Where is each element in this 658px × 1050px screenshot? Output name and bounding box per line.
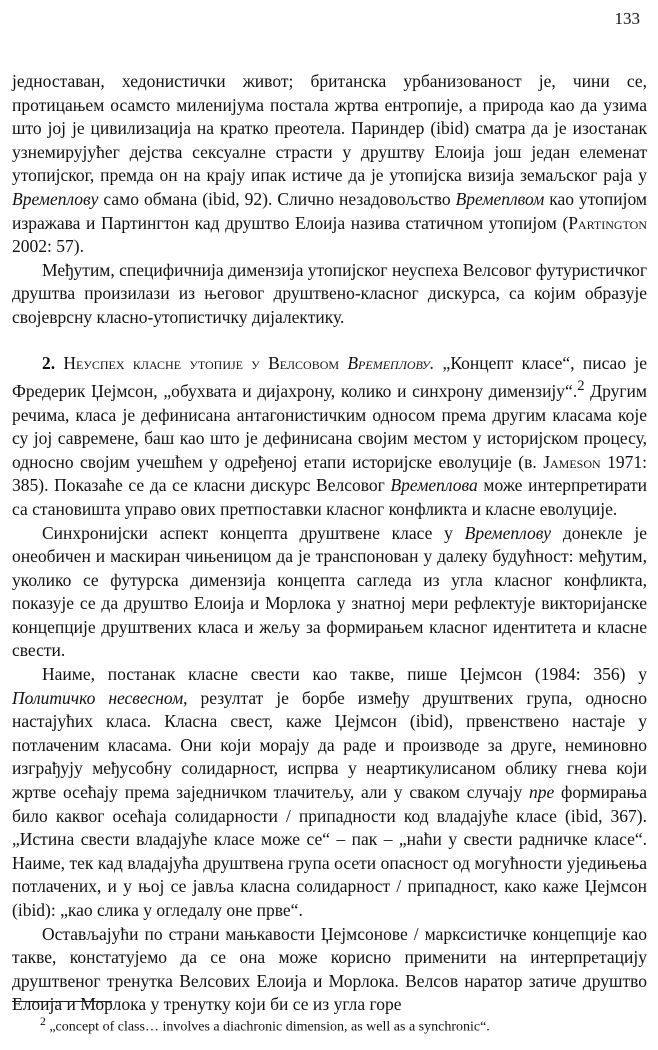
section-heading: Неуспех класне утопије у Велсовом [63,352,348,373]
paragraph-1: једноставан, хедонистички живот; британска урбанизованост је, чини се, протицањем осамсто миленијума постала жртва ентропије, а природа као да узима што јој је цивилизација на кратко преотела. Париндер (ibid) сматра да је изостанак узнемирујућег дејства сексуалне страсти у друштву Елоија још један елеменат утопијског, премда он на крају ипак истиче да је утопијска визија земаљског раја у Времеплову само обмана (ibid, 92). Слично незадовољство Времеплвом као утопијом изражава и Партингтон кад друштво Елоија назива статичном утопијом (Partington 2002: 57). [12,71,647,257]
footnote [12,1013,647,1037]
section-number: 2. [42,352,64,373]
title-italic: Времеплвом [455,188,545,209]
footnote-marker: 2 [40,1015,46,1028]
footnote-text: „concept of class… involves a diachronic dimension, as well as a synchronic“. [45,1019,490,1035]
paragraph-6: Остављајући по страни мањкавости Џејмсонове / марксистичке концепције као такве, констатујемо да се она може корисно применити на интерпретацију друштвеног тренутка Велсових Елоија и Морлока. Велсов наратор затиче друштво Елоија и Морлока у тренутку који би се из угла горе [12,923,647,1015]
page-number: 133 [614,9,640,28]
section-heading-title: Времеплову. [347,352,435,373]
section-2-paragraph: 2. Неуспех класне утопије у Велсовом Времеплову. „Концепт класе“, писао је Фредерик Џејмсон, „обухвата и дијахрону, колико и синхрону димензију“.$^2$ Другим речима, класа је дефинисана антагонистичким односом према другим класама које су јој савремене, баш као што је дефинисана својим местом у историјском процесу, односно својим учешћем у одређеној етапи историјске еволуције (в. Jameson 1971: 385). Показаће се да се класни дискурс Велсовог Времеплова може интерпретирати са становишта управо ових претпоставки класног конфликта и класне еволуције. [12,352,647,519]
author-citation: Partington [568,212,647,233]
paragraph-4: Синхронијски аспект концепта друштвене класе у Времеплову донекле је онеобичен и маскиран чињеницом да је транспонован у далеку будућност: међутим, уколико се футурска димензија концепта сагледа из угла класног конфликта, показује се да друштво Елоија и Морлока у знатној мери рефлектује викторијанске концепције друштвених класа и жељу за формирањем класног идентитета и класне свести. [12,522,647,661]
footnote-reference: 2 [577,378,585,395]
title-italic: Политичко несвесном [12,687,184,708]
title-italic: Времеплову [12,188,99,209]
title-italic: Времеплова [390,475,478,496]
author-citation: Jameson [543,451,601,472]
title-italic: Времеплову [464,522,552,543]
paragraph-5: Наиме, постанак класне свести као такве, пише Џејмсон (1984: 356) у Политичко несвесном, резултат је борбе између друштвених група, односно настајућих класа. Класна свест, каже Џејмсон (ibid), првенствено настаје у потлаченим класама. Они који морају да раде и производе за друге, неминовно изграђују међусобну солидарност, испрва у неартикулисаном облику гнева који жртве осећају према заједничком тлачитељу, али у сваком случају пре формирања било каквог осећаја солидарности / припадности код владајуће класе (ibid, 367). „Истина свести владајуће класе може се“ – пак – „наћи у свести радничке класе“. Наиме, тек кад владајућа друштвена група осети опасност од могућности уједињења потлачених, и у њој се јавља класна солидарност / припадност, како каже Џејмсон (ibid): „као слика у огледалу оне прве“. [12,664,647,921]
emphasis-italic: пре [528,782,555,803]
body-text [12,70,647,1017]
footnote-divider [12,1001,112,1002]
paragraph-2: Међутим, специфичнија димензија утопијског неуспеха Велсовог футуристичког друштва произилази из његовог друштвено-класног дискурса, са којим образује својеврсну класно-утопистичку дијалектику. [12,259,647,327]
